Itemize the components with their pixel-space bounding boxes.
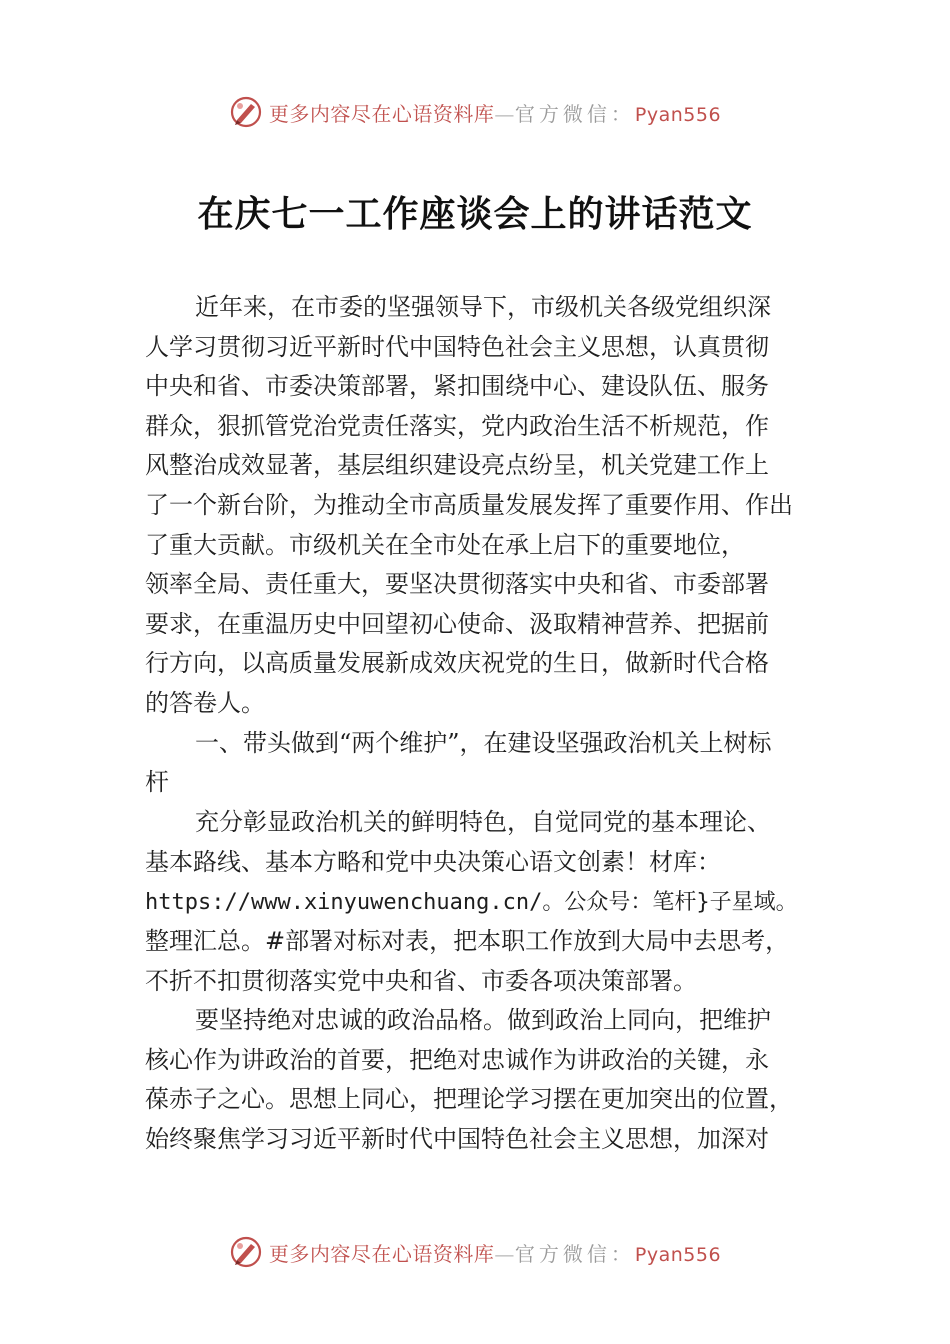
document-title: 在庆七一工作座谈会上的讲话范文	[197, 193, 753, 235]
header-banner	[0, 92, 950, 132]
paragraph-line: 整理汇总。#部署对标对表，把本职工作放到大局中去思考，	[145, 926, 790, 955]
paragraph-line: 近年来，在市委的坚强领导下，市级机关各级党组织深	[195, 293, 771, 321]
paragraph-line: 了重大贡献。市级机关在全市处在承上启下的重要地位，	[145, 530, 745, 559]
paragraph-line: 葆赤子之心。思想上同心，把理论学习摆在更加突出的位置，	[145, 1085, 793, 1114]
paragraph-line: 领率全局、责任重大，要坚决贯彻落实中央和省、市委部署	[145, 570, 769, 599]
url-text: https://www.xinyuwenchuang.cn/。公众号：笔杆}子星域。	[145, 890, 798, 916]
banner-dash: —	[494, 1241, 515, 1266]
banner-text	[269, 98, 721, 127]
banner-text	[269, 1238, 721, 1267]
document-body	[145, 288, 835, 1159]
paragraph-line	[145, 882, 835, 922]
banner-wechat-label: 官方微信：	[514, 1241, 635, 1266]
pen-logo-icon	[229, 95, 263, 129]
footer-banner	[0, 1232, 950, 1272]
banner-wechat-label: 官方微信：	[514, 101, 635, 126]
pen-logo-icon	[229, 1235, 263, 1269]
paragraph-line: 核心作为讲政治的首要，把绝对忠诚作为讲政治的关键，永	[145, 1045, 769, 1074]
banner-wechat-id: Pyan556	[634, 1243, 722, 1266]
paragraph-line: 群众，狠抓管党治党责任落实，党内政治生活不析规范，作	[145, 411, 769, 440]
paragraph-line: 要求，在重温历史中回望初心使命、汲取精神营养、把据前	[145, 609, 769, 638]
paragraph-line: 基本路线、基本方略和党中央决策心语文创素！材库：	[145, 847, 721, 876]
banner-library-text: 更多内容尽在心语资料库	[268, 101, 495, 126]
section-heading-line: 杆	[145, 768, 169, 797]
paragraph-line: 始终聚焦学习习近平新时代中国特色社会主义思想，加深对	[145, 1124, 769, 1153]
banner-library-text: 更多内容尽在心语资料库	[268, 1241, 495, 1266]
banner-wechat-id: Pyan556	[634, 103, 722, 126]
paragraph-line: 风整治成效显著，基层组织建设亮点纷呈，机关党建工作上	[145, 451, 769, 480]
section-heading-line: 一、带头做到“两个维护”，在建设坚强政治机关上树标	[195, 728, 772, 757]
paragraph-line: 中央和省、市委决策部署，紧扣围绕中心、建设队伍、服务	[145, 372, 769, 401]
paragraph-line: 要坚持绝对忠诚的政治品格。做到政治上同向，把维护	[195, 1006, 771, 1035]
paragraph-line: 不折不扣贯彻落实党中央和省、市委各项决策部署。	[145, 966, 697, 995]
paragraph-line: 了一个新台阶，为推动全市高质量发展发挥了重要作用、作出	[145, 490, 793, 519]
paragraph-line: 人学习贯彻习近平新时代中国特色社会主义思想，认真贯彻	[145, 332, 769, 361]
paragraph-line: 的答卷人。	[145, 688, 265, 717]
paragraph-line: 行方向，以高质量发展新成效庆祝党的生日，做新时代合格	[145, 649, 769, 678]
banner-dash: —	[494, 101, 515, 126]
paragraph-line: 充分彰显政治机关的鲜明特色，自觉同党的基本理论、	[195, 808, 771, 837]
